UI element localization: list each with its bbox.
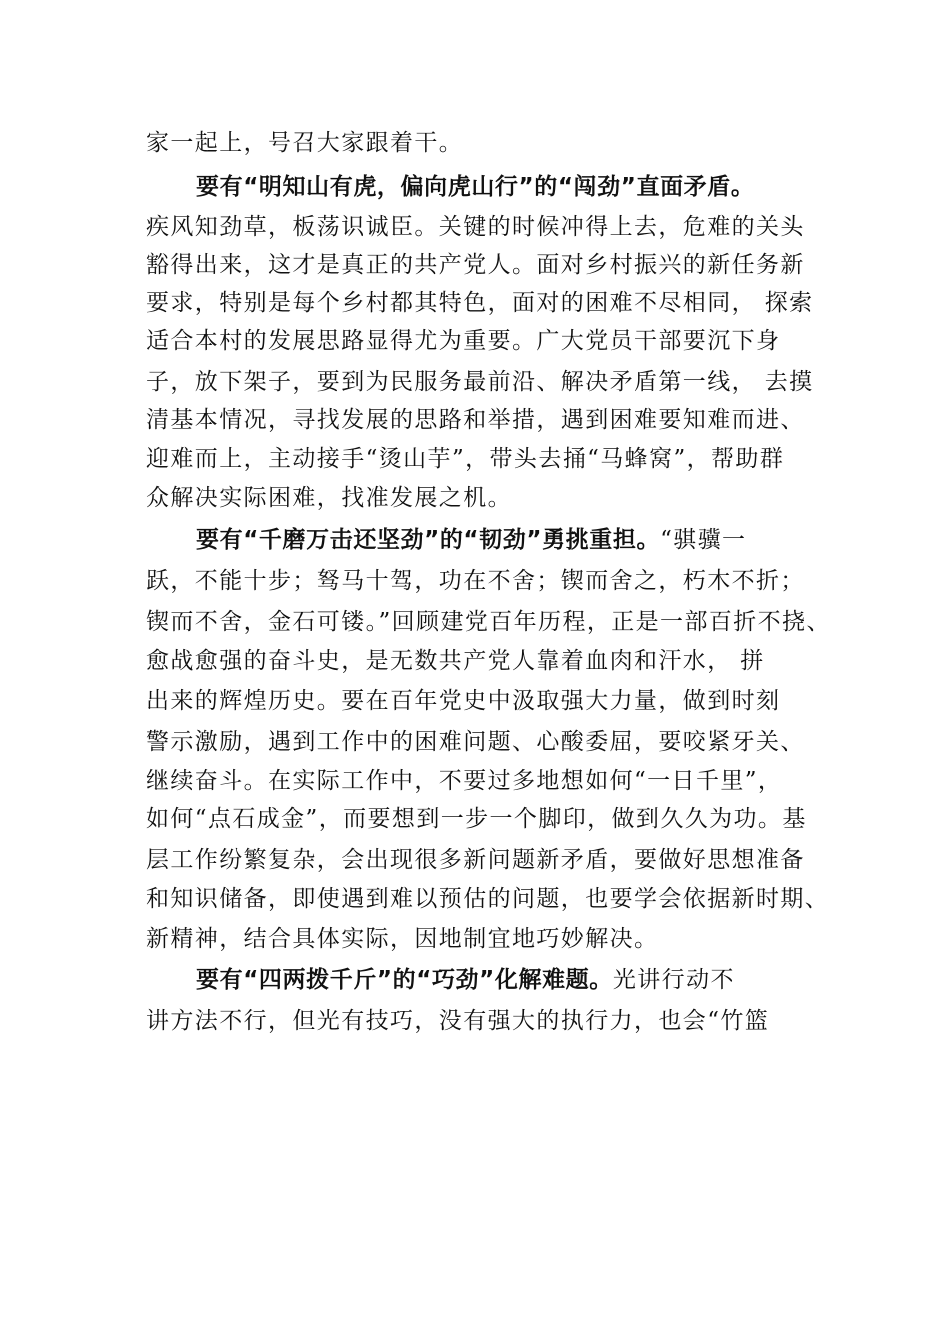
text-line: 适合本村的发展思路显得尤为重要。广大党员干部要沉下身 [146,328,781,354]
text-line: 出来的辉煌历史。要在百年党史中汲取强大力量，做到时刻 [146,688,781,714]
text-line: 跃，不能十步；驽马十驾，功在不舍；锲而舍之，朽木不折； [146,568,805,594]
text-line: 愈战愈强的奋斗史，是无数共产党人靠着血肉和汗水， 拼 [146,648,765,674]
text-line: 要求，特别是每个乡村都其特色，面对的困难不尽相同， 探索 [146,290,814,316]
text-line: 子，放下架子，要到为民服务最前沿、解决矛盾第一线， 去摸 [146,369,814,395]
text-line: 讲方法不行，但光有技巧，没有强大的执行力，也会“竹篮 [146,1008,770,1034]
section-heading: 要有“明知山有虎，偏向虎山行”的“闯劲”直面矛盾。 [196,174,755,200]
text-line: 迎难而上，主动接手“烫山芋”，带头去捅“马蜂窝”，帮助群 [146,446,785,472]
text-line: 继续奋斗。在实际工作中，不要过多地想如何“一日千里”， [146,768,783,794]
text-line: 警示激励，遇到工作中的困难问题、心酸委屈，要咬紧牙关、 [146,729,805,755]
section-heading-line [196,172,754,202]
text-line: 家一起上，号召大家跟着干。 [146,130,464,156]
section-heading-line: 要有“千磨万击还坚劲”的“韧劲”勇挑重担。“骐骥一 [196,527,747,553]
section-heading: 要有“千磨万击还坚劲”的“韧劲”勇挑重担。 [196,527,661,553]
text-line: 层工作纷繁复杂，会出现很多新问题新矛盾，要做好思想准备 [146,847,805,873]
text-line: 疾风知劲草，板荡识诚臣。关键的时候冲得上去，危难的关头 [146,214,805,240]
text-line: 和知识储备，即使遇到难以预估的问题，也要学会依据新时期、 [146,886,830,912]
text-line: 新精神，结合具体实际，因地制宜地巧妙解决。 [146,926,659,952]
section-heading: 要有“四两拨千斤”的“巧劲”化解难题。 [196,967,613,993]
text-line: 众解决实际困难，找准发展之机。 [146,485,512,511]
text-line: 清基本情况，寻找发展的思路和举措，遇到困难要知难而进、 [146,407,805,433]
text-line: 锲而不舍，金石可镂。”回顾建党百年历程，正是一部百折不挠、 [146,609,831,635]
text-line: 如何“点石成金”，而要想到一步一个脚印，做到久久为功。基 [146,806,807,832]
section-heading-line: 要有“四两拨千斤”的“巧劲”化解难题。光讲行动不 [196,967,735,993]
text-line: 豁得出来，这才是真正的共产党人。面对乡村振兴的新任务新 [146,252,805,278]
